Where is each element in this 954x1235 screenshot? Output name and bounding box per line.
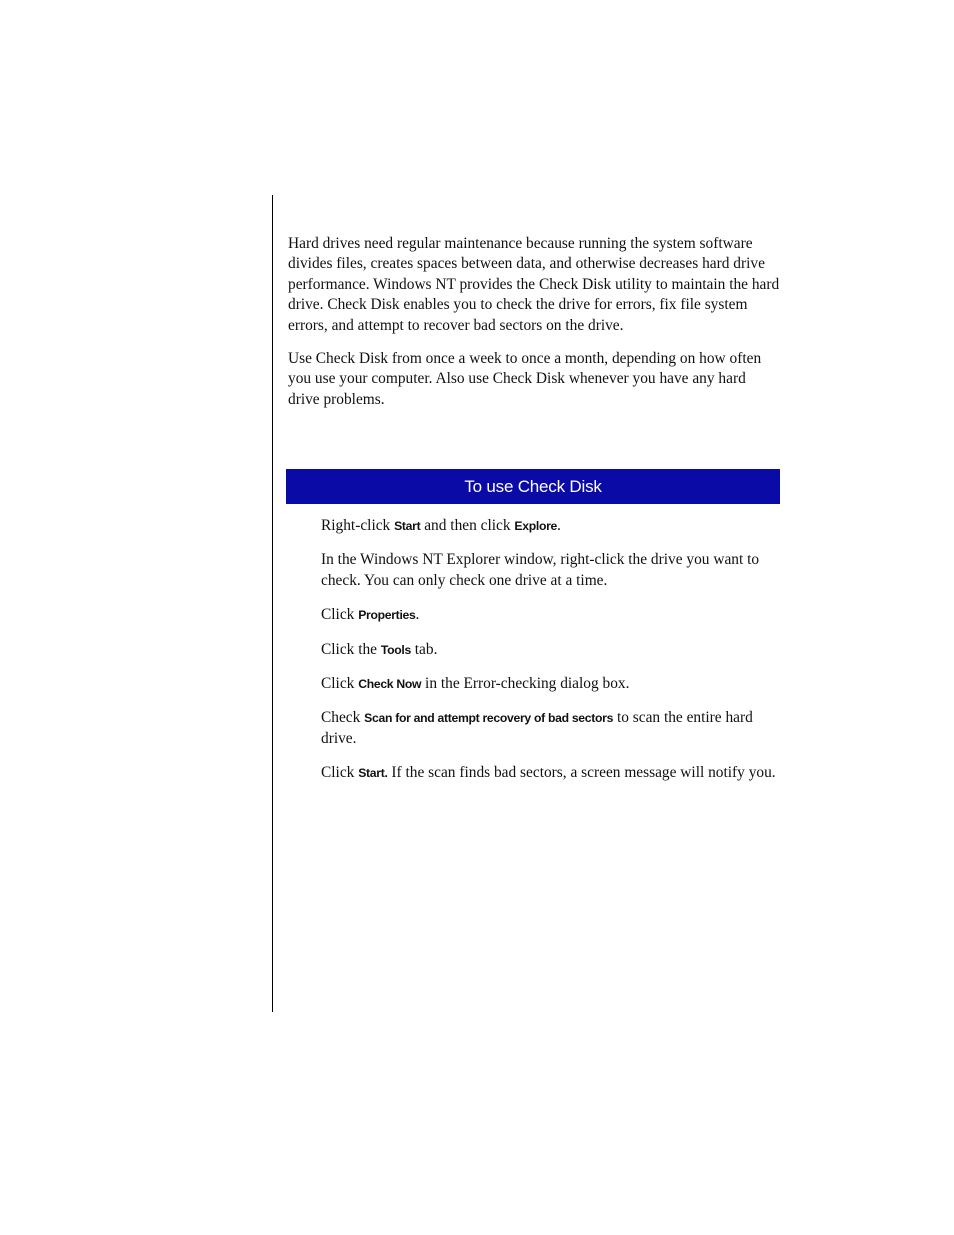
step-5	[321, 674, 780, 694]
step-6-text-before: Check	[321, 709, 365, 727]
procedure-steps	[321, 516, 780, 798]
tools-tab-label: Tools	[380, 642, 411, 657]
start-command: Start	[394, 519, 421, 533]
intro-paragraph-1: Hard drives need regular maintenance because running the system software divides files, creates spaces between data, and otherwise decreases hard drive performance. Windows NT provides the Check Disk utility to maintain the hard drive. Check Disk enables you to check the drive for errors, fix file system errors, and attempt to recover bad sectors on the drive.	[288, 235, 780, 334]
start-scan-command: Start.	[358, 766, 388, 781]
step-4	[321, 640, 780, 660]
scan-option-label: Scan for and attempt recovery of bad sectors	[364, 711, 614, 726]
step-7-text-before: Click	[321, 764, 359, 782]
step-1	[321, 516, 780, 536]
step-3-text-after: .	[415, 606, 420, 624]
properties-command: Properties	[358, 608, 416, 623]
check-now-command: Check Now	[358, 677, 422, 692]
step-3	[321, 605, 780, 625]
left-margin-rule	[272, 195, 273, 1012]
intro-section	[288, 234, 780, 423]
step-1-text-after: .	[557, 517, 561, 534]
step-7	[321, 763, 780, 783]
step-3-text-before: Click	[321, 606, 359, 624]
explore-command: Explore	[514, 519, 558, 533]
step-4-text-before: Click the	[321, 640, 381, 658]
step-5-text-before: Click	[321, 675, 359, 693]
step-5-text-after: in the Error-checking dialog box.	[421, 675, 630, 693]
step-1-text-middle: and then click	[420, 517, 515, 534]
step-6-text-after: to scan the entire hard drive.	[321, 709, 753, 747]
step-2	[321, 550, 780, 591]
procedure-heading: To use Check Disk	[286, 469, 780, 504]
step-2-text: In the Windows NT Explorer window, right-click the drive you want to check. You can only check one drive at a time.	[321, 551, 760, 589]
step-6	[321, 708, 780, 749]
step-7-text-after: If the scan finds bad sectors, a screen message will notify you.	[387, 764, 776, 782]
intro-paragraph-2: Use Check Disk from once a week to once a month, depending on how often you use your computer. Also use Check Disk whenever you have any hard drive problems.	[288, 350, 762, 408]
step-1-text-before: Right-click	[321, 517, 395, 534]
step-4-text-after: tab.	[410, 640, 438, 658]
